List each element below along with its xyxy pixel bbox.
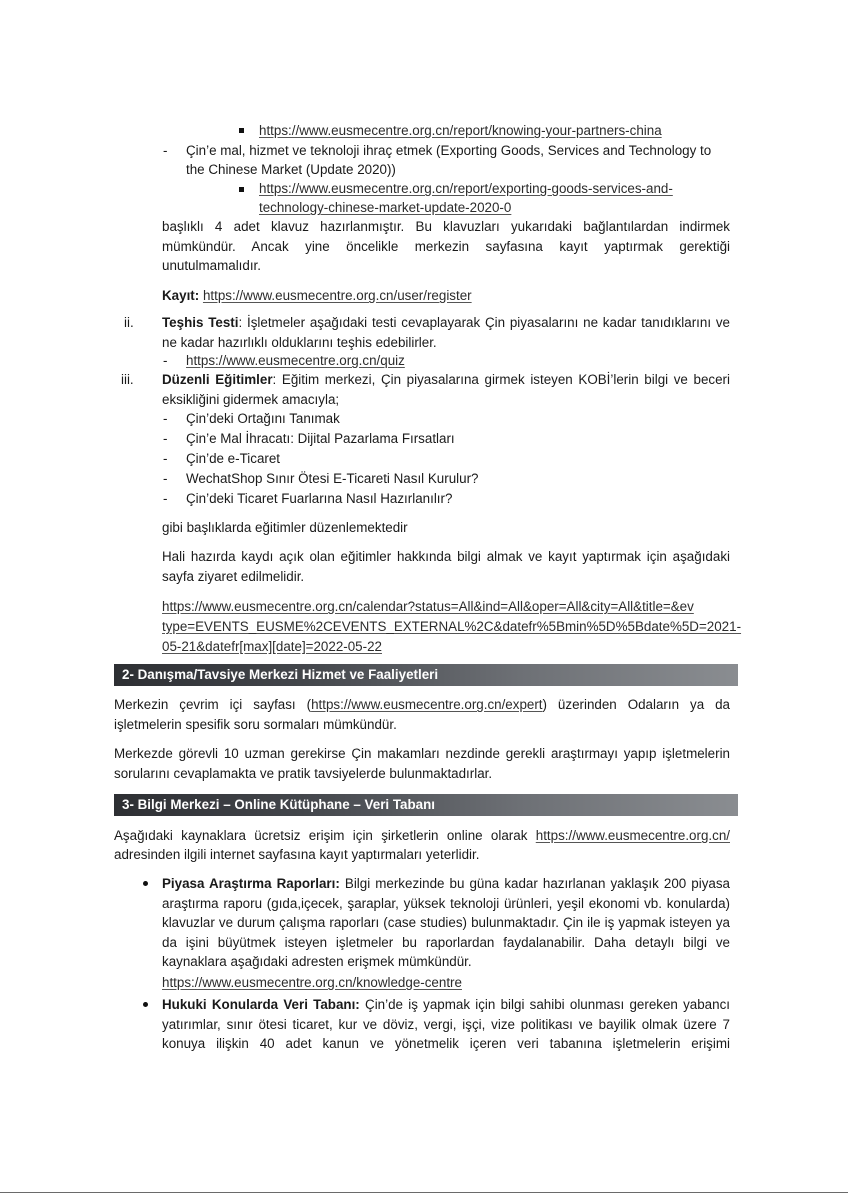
page-bottom-rule — [0, 1192, 848, 1193]
advice-text-a: Merkezin çevrim içi sayfası ( — [114, 697, 312, 712]
knowledge-centre-link[interactable]: https://www.eusmecentre.org.cn/knowledge-centre — [162, 975, 462, 990]
dash-marker: - — [163, 471, 168, 486]
register-line — [162, 286, 472, 305]
expert-link[interactable]: https://www.eusmecentre.org.cn/expert — [311, 697, 543, 712]
advice-paragraph-1 — [114, 695, 730, 734]
item-ii-number: ii. — [124, 315, 134, 330]
square-bullet-icon — [239, 187, 244, 192]
item-iii-title: Düzenli Eğitimler — [162, 372, 273, 387]
partners-report-link[interactable]: https://www.eusmecentre.org.cn/report/knowing-your-partners-china — [259, 123, 662, 138]
training-item: Çin’deki Ortağını Tanımak — [186, 411, 340, 426]
calendar-link-line3[interactable]: 05-21&datefr[max][date]=2022-05-22 — [162, 639, 382, 654]
dash-marker: - — [163, 431, 168, 446]
export-report-title-line1: Çin’e mal, hizmet ve teknoloji ihraç etmek (Exporting Goods, Services and Technology to — [186, 143, 712, 158]
section-3-header: 3- Bilgi Merkezi – Online Kütüphane – Veri Tabanı — [114, 794, 738, 816]
section-2-header: 2- Danışma/Tavsiye Merkezi Hizmet ve Faaliyetleri — [114, 664, 738, 686]
library-intro-text: Aşağıdaki kaynaklara ücretsiz erişim için şirketlerin online olarak — [114, 828, 536, 843]
training-item: Çin’e Mal İhracatı: Dijital Pazarlama Fırsatları — [186, 431, 455, 446]
quiz-link[interactable]: https://www.eusmecentre.org.cn/quiz — [186, 353, 405, 368]
calendar-paragraph: Hali hazırda kaydı açık olan eğitimler hakkında bilgi almak ve kayıt yaptırmak için aşağıdaki sayfa ziyaret edilmelidir. — [162, 549, 730, 584]
legal-database-title: Hukuki Konularda Veri Tabanı: — [162, 997, 360, 1012]
library-intro-line1 — [114, 826, 730, 846]
round-bullet-icon — [143, 881, 148, 886]
market-reports-paragraph — [162, 874, 730, 972]
calendar-link-line1[interactable]: https://www.eusmecentre.org.cn/calendar?status=All&ind=All&oper=All&city=All&title=&ev — [162, 599, 694, 614]
export-report-link-line1[interactable]: https://www.eusmecentre.org.cn/report/exporting-goods-services-and- — [259, 181, 673, 196]
square-bullet-icon — [239, 128, 244, 133]
item-ii-paragraph — [162, 313, 730, 352]
eusme-home-link[interactable]: https://www.eusmecentre.org.cn/ — [535, 828, 730, 843]
dash-marker: - — [163, 143, 168, 158]
library-intro-line2: adresinden ilgili internet sayfasına kayıt yaptırmaları yeterlidir. — [114, 847, 480, 862]
dash-marker: - — [163, 451, 168, 466]
training-item: Çin’de e-Ticaret — [186, 451, 281, 466]
market-reports-text: Bilgi merkezinde bu güna kadar hazırlanan yaklaşık 200 piyasa araştırma raporu (gıda,içecek, şaraplar, yüksek teknoloji ürünleri, yeşil ekonomi vb. konularda) klavuzlar ve durum çalışma raporları (case studies) bulunmaktadır. Çin ile iş yapmak isteyen ya da işini büyütmek isteyen işletmeler bu raporlardan faydalanabilir. Daha detaylı bilgi ve kaynaklara aşağıdaki adresten erişmek mümkündür. — [162, 876, 730, 969]
dash-marker: - — [163, 353, 168, 368]
dash-marker: - — [163, 491, 168, 506]
item-ii-title: Teşhis Testi — [162, 315, 239, 330]
advice-paragraph-2: Merkezde görevli 10 uzman gerekirse Çin makamları nezdinde gerekli araştırmayı yapıp işletmelerin sorularını cevaplamakta ve pratik tavsiyelerde bulunmaktadırlar. — [114, 746, 730, 781]
export-report-title-line2: the Chinese Market (Update 2020)) — [186, 162, 396, 177]
advice-text-b: ) üzerinden Odaların ya da işletmelerin spesifik soru sormaları mümkündür. — [114, 697, 730, 732]
trainings-closing-text: gibi başlıklarda eğitimler düzenlemektedir — [162, 520, 408, 535]
export-report-link-line2[interactable]: technology-chinese-market-update-2020-0 — [259, 200, 512, 215]
item-ii-text: : İşletmeler aşağıdaki testi cevaplayarak Çin piyasalarını ne kadar tanıdıklarını ve ne kadar hazırlıklı olduklarını teşhis edebilirler. — [162, 315, 730, 350]
dash-marker: - — [163, 411, 168, 426]
round-bullet-icon — [143, 1002, 148, 1007]
register-label: Kayıt: — [162, 288, 200, 303]
register-link[interactable]: https://www.eusmecentre.org.cn/user/register — [202, 288, 472, 303]
legal-database-text: Çin’de iş yapmak için bilgi sahibi olunması gereken yabancı yatırımlar, sınır ötesi ticaret, kur ve döviz, vergi, işçi, vize politikası ve bayilik olmak üzere 7 konuya ilişkin 40 adet kanun ve yönetmelik içeren veri tabanına işletmelerin erişimi — [162, 997, 730, 1051]
item-iii-paragraph — [162, 370, 730, 409]
training-item: WechatShop Sınır Ötesi E-Ticareti Nasıl Kurulur? — [186, 471, 479, 486]
calendar-link-line2[interactable]: type=EVENTS_EUSME%2CEVENTS_EXTERNAL%2C&datefr%5Bmin%5D%5Bdate%5D=2021- — [162, 619, 742, 634]
item-iii-text: : Eğitim merkezi, Çin piyasalarına girmek isteyen KOBİ’lerin bilgi ve beceri eksikliğini gidermek amacıyla; — [162, 372, 730, 407]
guides-paragraph: başlıklı 4 adet klavuz hazırlanmıştır. Bu klavuzları yukarıdaki bağlantılardan indirmek mümkündür. Ancak yine öncelikle merkezin sayfasına kayıt yaptırmak gerektiği unutulmamalıdır. — [162, 219, 730, 273]
training-item: Çin’deki Ticaret Fuarlarına Nasıl Hazırlanılır? — [186, 491, 453, 506]
item-iii-number: iii. — [121, 372, 134, 387]
market-reports-title: Piyasa Araştırma Raporları: — [162, 876, 340, 891]
legal-database-paragraph — [162, 995, 730, 1054]
